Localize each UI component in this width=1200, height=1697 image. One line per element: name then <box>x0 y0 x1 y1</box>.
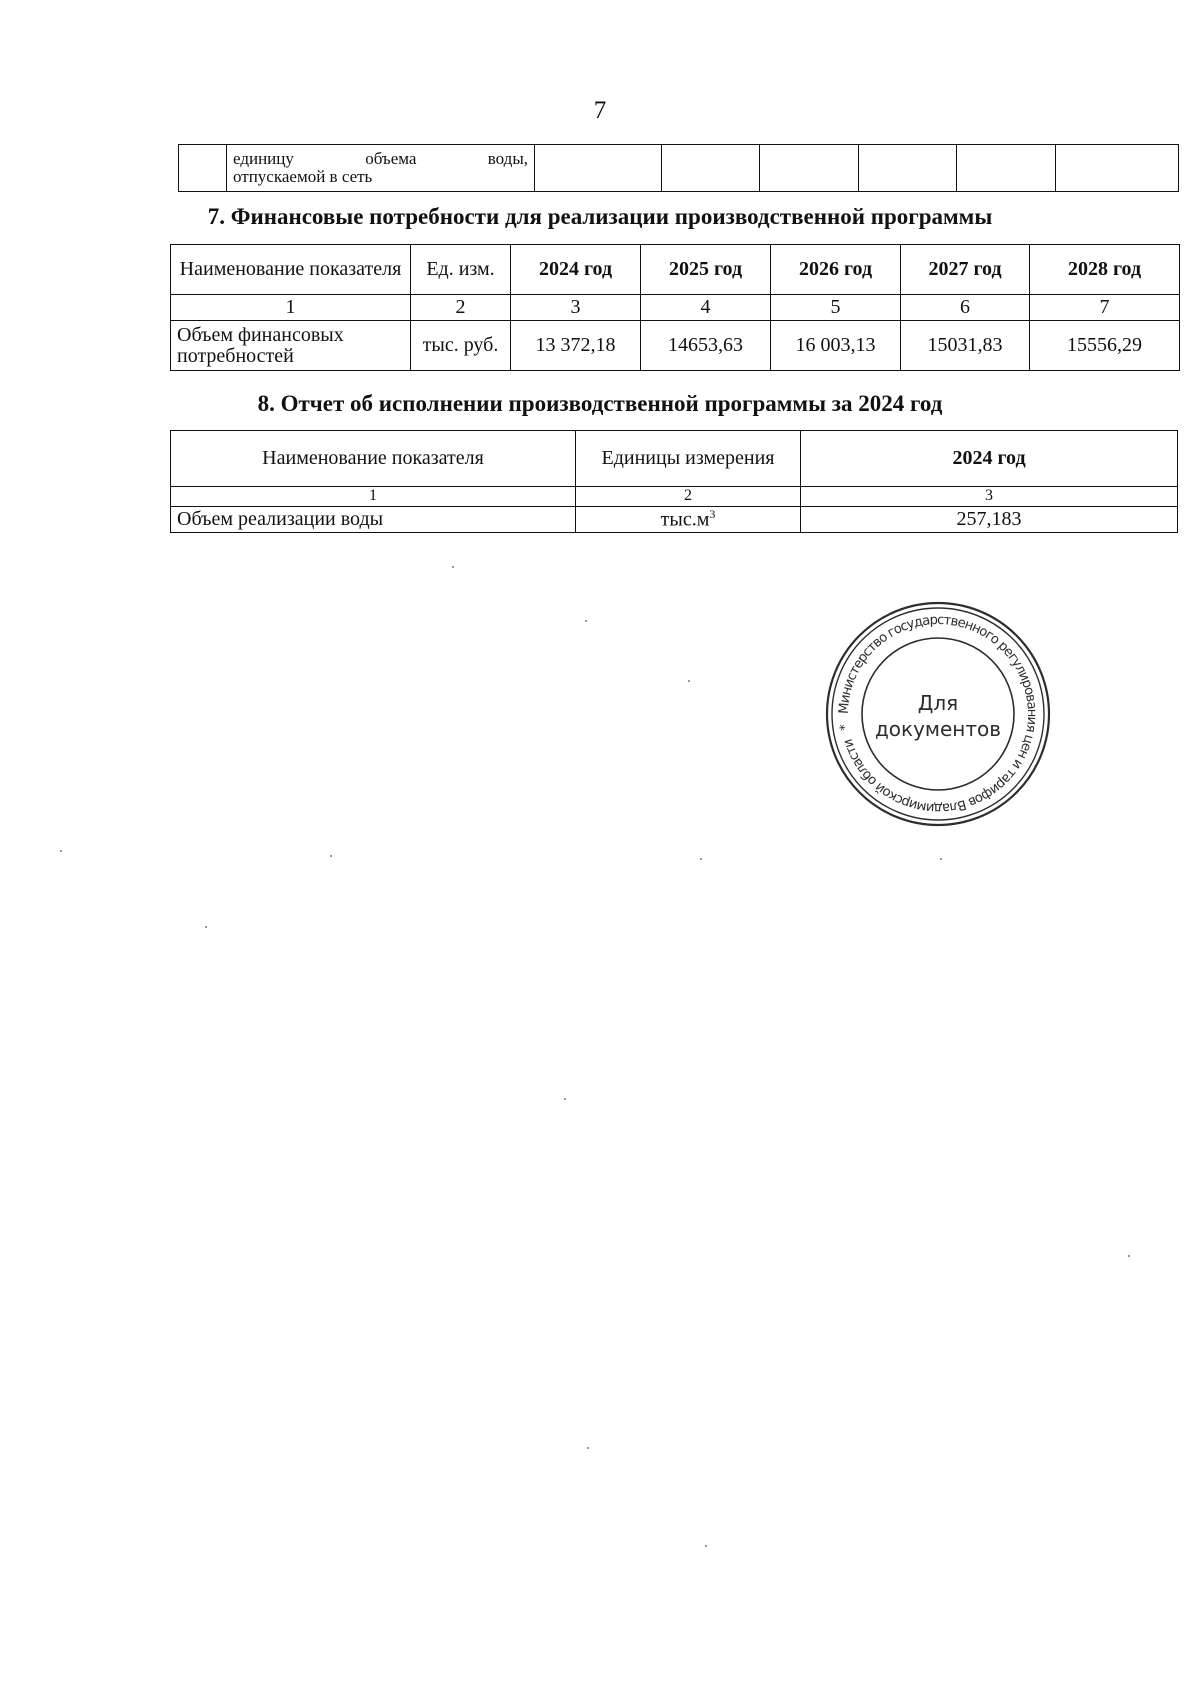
scan-speck <box>587 1447 589 1449</box>
header-year: 2024 год <box>511 245 641 295</box>
table-header-row <box>171 431 1178 487</box>
table-row <box>171 507 1178 533</box>
table-index-row <box>171 487 1178 507</box>
column-index: 4 <box>641 295 771 321</box>
section-8-title: 8. Отчет об исполнении производственной программы за 2024 год <box>257 391 943 416</box>
scan-speck <box>585 620 587 622</box>
table-cell <box>957 145 1056 192</box>
scan-speck <box>688 680 690 682</box>
scan-speck <box>700 858 702 860</box>
value-cell: 14653,63 <box>641 321 771 371</box>
header-indicator-name: Наименование показателя <box>171 431 576 487</box>
unit-base: тыс.м <box>660 508 710 531</box>
stamp-star: * <box>837 722 854 732</box>
table-cell <box>1056 145 1179 192</box>
official-stamp <box>822 598 1054 830</box>
header-indicator-name: Наименование показателя <box>171 245 411 295</box>
scan-speck <box>60 850 62 852</box>
continued-table <box>178 144 1179 192</box>
header-year: 2025 год <box>641 245 771 295</box>
column-index: 3 <box>511 295 641 321</box>
header-year: 2027 год <box>901 245 1030 295</box>
value-cell: 16 003,13 <box>771 321 901 371</box>
page-number: 7 <box>593 97 607 124</box>
scan-speck <box>330 855 332 857</box>
header-unit: Единицы измерения <box>576 431 801 487</box>
table-row <box>171 321 1180 371</box>
table-cell <box>859 145 957 192</box>
indicator-name-cell <box>227 145 535 192</box>
unit-cell: тыс. руб. <box>411 321 511 371</box>
stamp-center-line1: Для <box>917 691 959 715</box>
value-cell: 13 372,18 <box>511 321 641 371</box>
indicator-name-cell: Объем финансовых потребностей <box>171 321 411 371</box>
scan-speck <box>564 1098 566 1100</box>
column-index: 1 <box>171 295 411 321</box>
table-header-row <box>171 245 1180 295</box>
financial-needs-table <box>170 244 1180 371</box>
value-cell: 15031,83 <box>901 321 1030 371</box>
header-unit: Ед. изм. <box>411 245 511 295</box>
unit-superscript: 3 <box>709 507 716 522</box>
value-cell: 257,183 <box>801 507 1178 533</box>
stamp-ring-text: Министерство государственного регулирования цен и тарифов Владимирской области <box>836 612 1040 816</box>
indicator-name-line2: отпускаемой в сеть <box>233 167 373 187</box>
scan-speck <box>940 858 942 860</box>
table-row <box>179 145 1179 192</box>
column-index: 7 <box>1030 295 1180 321</box>
unit-cell <box>576 507 801 533</box>
scan-speck <box>1128 1255 1130 1257</box>
stamp-center-line2: документов <box>874 717 1002 741</box>
header-year: 2028 год <box>1030 245 1180 295</box>
word: единицу <box>233 148 294 168</box>
word: воды, <box>487 148 528 168</box>
value-cell: 15556,29 <box>1030 321 1180 371</box>
table-cell <box>535 145 662 192</box>
indicator-name-cell: Объем реализации воды <box>171 507 576 533</box>
column-index: 6 <box>901 295 1030 321</box>
header-year: 2026 год <box>771 245 901 295</box>
table-cell <box>760 145 859 192</box>
header-year: 2024 год <box>801 431 1178 487</box>
scan-speck <box>705 1545 707 1547</box>
table-index-row <box>171 295 1180 321</box>
program-report-table <box>170 430 1178 533</box>
table-cell <box>179 145 227 192</box>
column-index: 5 <box>771 295 901 321</box>
scan-speck <box>205 926 207 928</box>
word: объема <box>365 148 417 168</box>
column-index: 2 <box>576 487 801 507</box>
column-index: 1 <box>171 487 576 507</box>
section-7-title: 7. Финансовые потребности для реализации производственной программы <box>207 204 993 229</box>
column-index: 2 <box>411 295 511 321</box>
column-index: 3 <box>801 487 1178 507</box>
stamp-seal-icon <box>822 598 1054 830</box>
table-cell <box>662 145 760 192</box>
scan-speck <box>452 566 454 568</box>
